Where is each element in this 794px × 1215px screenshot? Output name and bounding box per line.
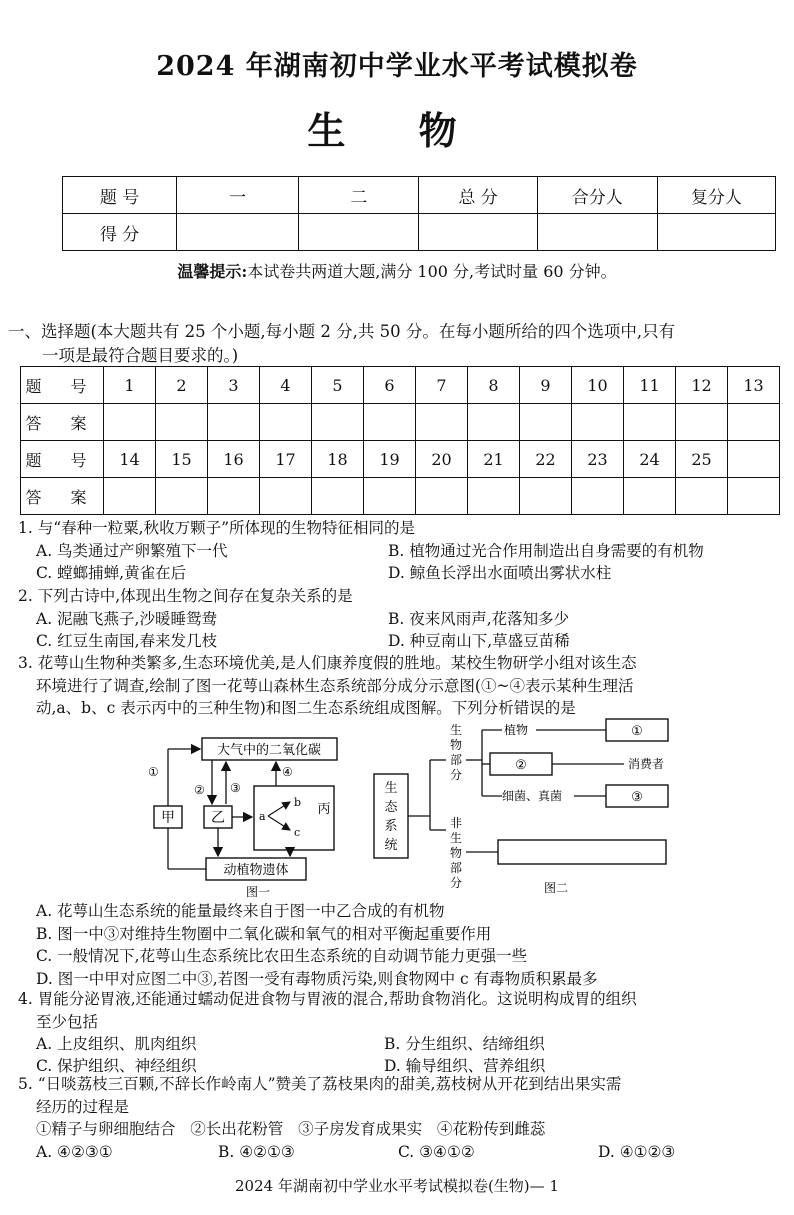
option-b[interactable]: B. 植物通过光合作用制造出自身需要的有机物 [388, 541, 704, 560]
nonbio-part-char: 生 [449, 831, 463, 845]
question-2 [18, 585, 788, 653]
organism-b-label: b [294, 796, 302, 809]
option-d[interactable]: D. 鲸鱼长浮出水面喷出雾状水柱 [388, 563, 612, 582]
section-title-cont: 一项是最符合题目要求的。) [42, 346, 239, 365]
option-a[interactable]: A. 泥融飞燕子,沙暖睡鸳鸯 [36, 609, 217, 628]
score-header-cell: 总 分 [419, 177, 537, 214]
question-number-cell: 19 [364, 441, 416, 478]
answer-blank-cell[interactable] [364, 404, 416, 441]
option-a[interactable]: A. ④②③① [36, 1142, 113, 1161]
nonbio-part-char: 非 [449, 816, 463, 830]
question-number-cell: 6 [364, 367, 416, 404]
option-a[interactable]: A. 鸟类通过产卵繁殖下一代 [36, 541, 228, 560]
question-3 [18, 652, 788, 720]
question-number-cell: 3 [208, 367, 260, 404]
question-number-cell: 1 [104, 367, 156, 404]
section-heading [8, 320, 788, 368]
score-header-cell: 一 [177, 177, 299, 214]
answer-blank-cell[interactable] [728, 478, 780, 515]
question-number-cell: 14 [104, 441, 156, 478]
answer-a-label: 答 案 [21, 478, 104, 515]
answer-blank-cell[interactable] [468, 478, 520, 515]
question-stem-line: 4. 胃能分泌胃液,还能通过蠕动促进食物与胃液的混合,帮助食物消化。这说明构成胃的组织 [18, 990, 637, 1008]
organism-a-label: a [259, 810, 266, 823]
page-footer: 2024 年湖南初中学业水平考试模拟卷(生物)— 1 [235, 1177, 559, 1195]
question-5 [18, 1073, 788, 1165]
question-number-cell: 22 [520, 441, 572, 478]
subject-title: 生 物 [307, 108, 487, 153]
answer-blank-cell[interactable] [520, 478, 572, 515]
question-stem-line: 环境进行了调查,绘制了图一花萼山森林生态系统部分成分示意图(①~④表示某种生理活 [36, 676, 634, 695]
answer-blank-cell[interactable] [104, 478, 156, 515]
option-c[interactable]: C. ③④①② [398, 1142, 475, 1161]
question-number-cell: 17 [260, 441, 312, 478]
question-stem-line: 至少包括 [36, 1012, 99, 1031]
score-blank-cell[interactable] [537, 214, 657, 251]
question-number-cell: 18 [312, 441, 364, 478]
answer-blank-cell[interactable] [156, 478, 208, 515]
consumer-label: 消费者 [628, 757, 665, 771]
question-number-cell [728, 441, 780, 478]
question-number-cell: 16 [208, 441, 260, 478]
figure-2 [370, 712, 680, 898]
question-4 [18, 988, 788, 1078]
nonbio-blank-box[interactable] [498, 840, 666, 864]
question-number-cell: 2 [156, 367, 208, 404]
option-d[interactable]: D. 种豆南山下,草盛豆苗稀 [388, 631, 570, 650]
option-d[interactable]: D. 输导组织、营养组织 [384, 1057, 546, 1075]
question-1 [18, 517, 788, 585]
score-header-cell: 合分人 [537, 177, 657, 214]
tip-text: 本试卷共两道大题,满分 100 分,考试时量 60 分钟。 [247, 262, 617, 281]
answer-blank-cell[interactable] [260, 404, 312, 441]
process-2-label: ② [194, 783, 205, 797]
answer-blank-cell[interactable] [208, 404, 260, 441]
answer-blank-cell[interactable] [520, 404, 572, 441]
answer-blank-cell[interactable] [572, 478, 624, 515]
bing-label: 丙 [317, 802, 331, 817]
answer-blank-cell[interactable] [416, 404, 468, 441]
question-stem-line: 3. 花萼山生物种类繁多,生态环境优美,是人们康养度假的胜地。某校生物研学小组对该生态 [18, 654, 637, 672]
option-b[interactable]: B. 夜来风雨声,花落知多少 [388, 609, 570, 628]
question-number-cell: 11 [624, 367, 676, 404]
answer-blank-cell[interactable] [364, 478, 416, 515]
option-a[interactable]: A. 花萼山生态系统的能量最终来自于图一中乙合成的有机物 [36, 902, 445, 920]
answer-blank-cell[interactable] [572, 404, 624, 441]
option-c[interactable]: C. 保护组织、神经组织 [36, 1057, 197, 1075]
question-number-cell: 5 [312, 367, 364, 404]
blank-2-label: ② [515, 758, 527, 773]
process-4-label: ④ [282, 765, 293, 779]
nonbio-part-char: 物 [449, 846, 463, 860]
question-3-options [36, 900, 788, 990]
answer-blank-cell[interactable] [468, 404, 520, 441]
answer-blank-cell[interactable] [260, 478, 312, 515]
nonbio-part-char: 分 [449, 876, 463, 890]
remains-label: 动植物遗体 [223, 863, 289, 878]
answer-q-label: 题 号 [21, 367, 104, 404]
option-c[interactable]: C. 红豆生南国,春来发几枝 [36, 631, 218, 650]
question-number-cell: 9 [520, 367, 572, 404]
answer-q-label: 题 号 [21, 441, 104, 478]
question-number-cell: 20 [416, 441, 468, 478]
co2-label: 大气中的二氧化碳 [216, 743, 322, 758]
ecosystem-char: 系 [384, 819, 398, 834]
question-number-cell: 25 [676, 441, 728, 478]
score-header-cell: 二 [299, 177, 419, 214]
section-title: 一、选择题(本大题共有 25 个小题,每小题 2 分,共 50 分。在每小题所给的四个选项中,只有 [8, 322, 676, 341]
question-number-cell: 7 [416, 367, 468, 404]
yi-label: 乙 [211, 810, 225, 826]
question-number-cell: 4 [260, 367, 312, 404]
question-items: ①精子与卵细胞结合 ②长出花粉管 ③子房发育成果实 ④花粉传到雌蕊 [36, 1120, 546, 1138]
option-c[interactable]: C. 一般情况下,花萼山生态系统比农田生态系统的自动调节能力更强一些 [36, 947, 528, 965]
answer-table [20, 366, 780, 515]
answer-blank-cell[interactable] [624, 478, 676, 515]
question-number-cell: 13 [728, 367, 780, 404]
answer-a-label: 答 案 [21, 404, 104, 441]
ecosystem-char: 生 [384, 781, 398, 796]
answer-blank-cell[interactable] [624, 404, 676, 441]
question-stem: 2. 下列古诗中,体现出生物之间存在复杂关系的是 [18, 587, 353, 605]
exam-tip [0, 259, 794, 282]
score-blank-cell[interactable] [177, 214, 299, 251]
option-b[interactable]: B. ④②①③ [218, 1142, 295, 1161]
blank-3-label: ③ [631, 790, 643, 805]
plant-label: 植物 [504, 723, 529, 737]
option-a[interactable]: A. 上皮组织、肌肉组织 [36, 1035, 197, 1053]
option-b[interactable]: B. 图一中③对维持生物圈中二氧化碳和氧气的相对平衡起重要作用 [36, 924, 492, 943]
figure-2-caption: 图二 [543, 881, 569, 895]
answer-blank-cell[interactable] [312, 478, 364, 515]
question-number-cell: 15 [156, 441, 208, 478]
organism-c-label: c [294, 826, 301, 839]
answer-blank-cell[interactable] [676, 478, 728, 515]
question-number-cell: 8 [468, 367, 520, 404]
tip-label: 温馨提示: [177, 262, 248, 281]
option-d[interactable]: D. 图一中甲对应图二中③,若图一受有毒物质污染,则食物网中 c 有毒物质积累最多 [36, 969, 598, 988]
score-blank-cell[interactable] [657, 214, 775, 251]
ecosystem-char: 统 [384, 838, 398, 853]
process-3-label: ③ [230, 781, 241, 795]
question-number-cell: 10 [572, 367, 624, 404]
ecosystem-char: 态 [384, 800, 398, 815]
question-number-cell: 21 [468, 441, 520, 478]
bio-part-char: 部 [449, 753, 463, 767]
answer-blank-cell[interactable] [416, 478, 468, 515]
answer-blank-cell[interactable] [208, 478, 260, 515]
score-blank-cell[interactable] [299, 214, 419, 251]
question-number-cell: 23 [572, 441, 624, 478]
score-blank-cell[interactable] [419, 214, 537, 251]
figure-1-caption: 图一 [245, 885, 271, 899]
answer-blank-cell[interactable] [728, 404, 780, 441]
answer-blank-cell[interactable] [156, 404, 208, 441]
question-number-cell: 24 [624, 441, 676, 478]
bio-part-char: 生 [449, 723, 463, 737]
figure-1 [140, 730, 380, 900]
jia-label: 甲 [161, 810, 175, 826]
decomposer-label: 细菌、真菌 [502, 789, 563, 803]
answer-blank-cell[interactable] [312, 404, 364, 441]
score-header-cell: 题 号 [63, 177, 177, 214]
option-c[interactable]: C. 螳螂捕蝉,黄雀在后 [36, 563, 187, 582]
bio-part-char: 分 [449, 768, 463, 782]
process-1-label: ① [148, 765, 159, 779]
question-stem: 1. 与“春种一粒粟,秋收万颗子”所体现的生物特征相同的是 [18, 519, 415, 537]
exam-title: 2024 年湖南初中学业水平考试模拟卷 [156, 51, 638, 82]
option-b[interactable]: B. 分生组织、结缔组织 [384, 1035, 545, 1053]
answer-blank-cell[interactable] [104, 404, 156, 441]
score-row-label: 得 分 [63, 214, 177, 251]
answer-blank-cell[interactable] [676, 404, 728, 441]
bio-part-char: 物 [449, 738, 463, 752]
question-number-cell: 12 [676, 367, 728, 404]
nonbio-part-char: 部 [449, 861, 463, 875]
score-header-cell: 复分人 [657, 177, 775, 214]
option-d[interactable]: D. ④①②③ [598, 1142, 676, 1161]
question-stem-line: 经历的过程是 [36, 1097, 130, 1116]
blank-1-label: ① [631, 724, 643, 739]
score-table [62, 176, 776, 251]
question-stem-line: 动,a、b、c 表示丙中的三种生物)和图二生态系统组成图解。下列分析错误的是 [36, 699, 576, 717]
question-stem-line: 5. “日啖荔枝三百颗,不辞长作岭南人”赞美了荔枝果肉的甜美,荔枝树从开花到结出果实需 [18, 1075, 622, 1093]
